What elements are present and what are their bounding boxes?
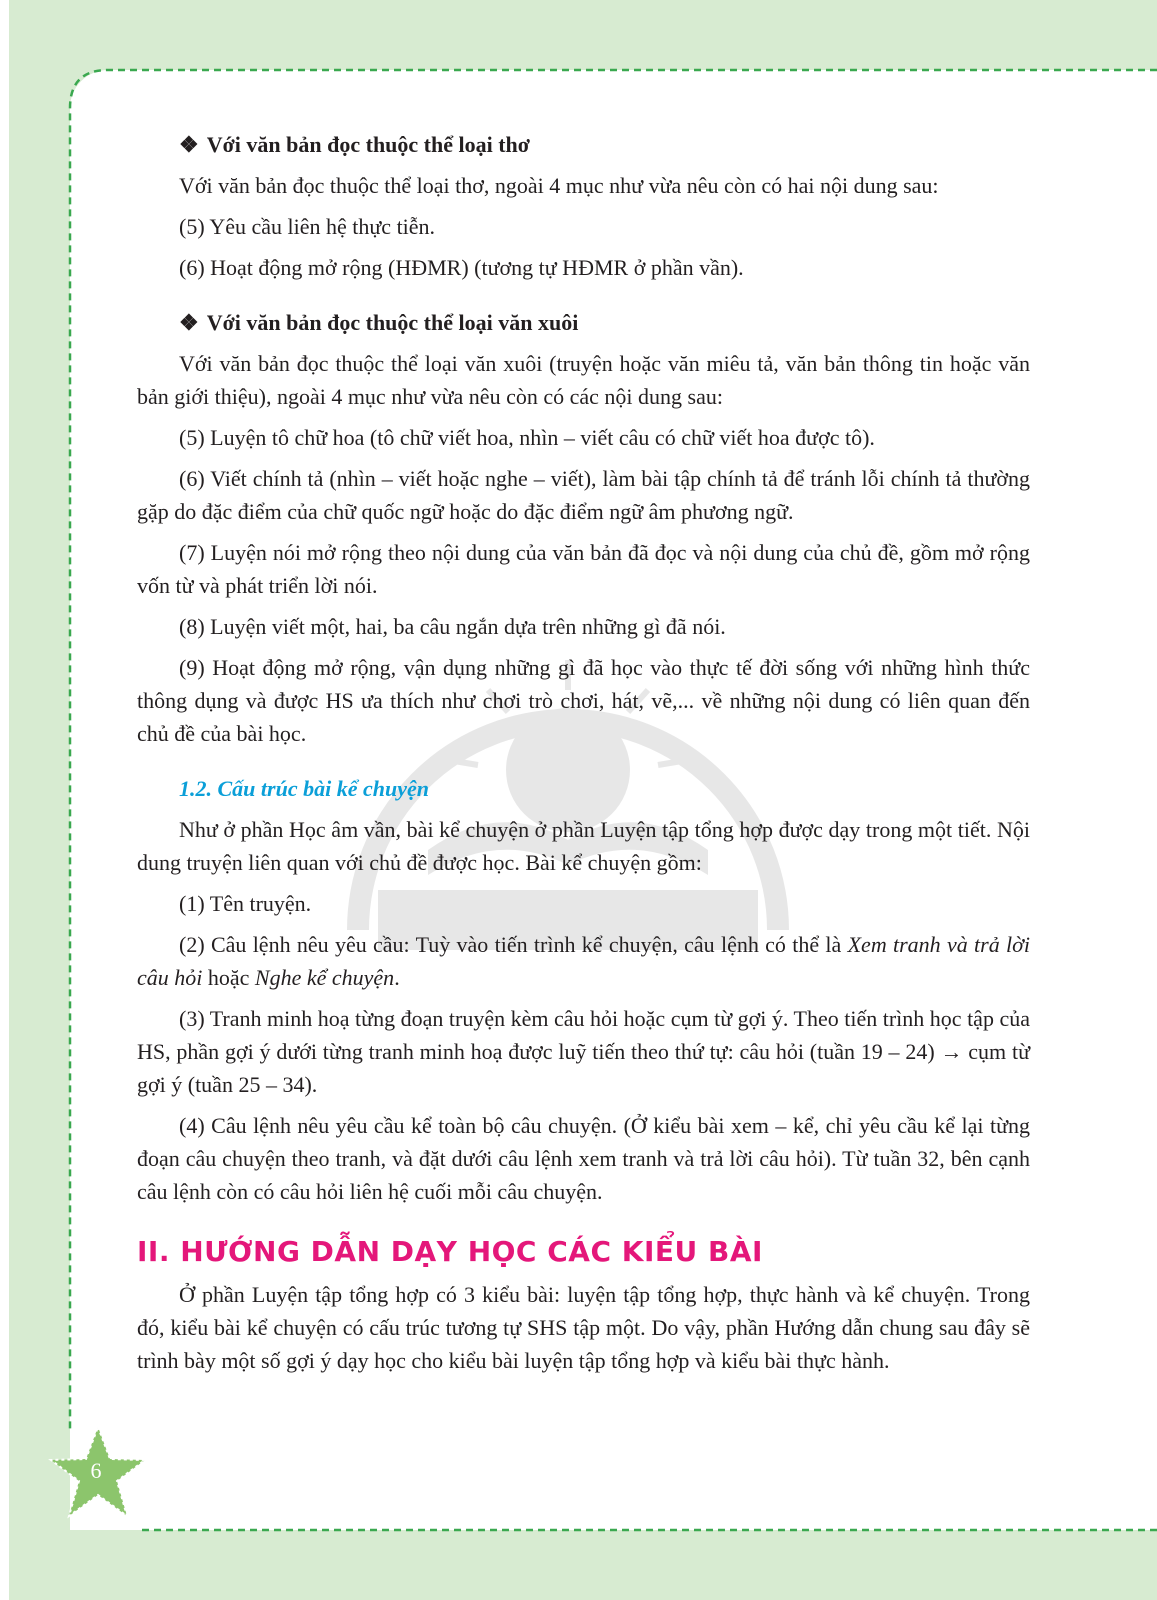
diamond-bullet-icon: ❖ [179,310,199,335]
prose-item: (8) Luyện viết một, hai, ba câu ngắn dựa trên những gì đã nói. [179,614,726,639]
italic-phrase: Nghe kể chuyện [254,965,395,990]
section-1-2-heading: 1.2. Cấu trúc bài kể chuyện [179,776,429,801]
section-II-heading: II. HƯỚNG DẪN DẠY HỌC CÁC KIỂU BÀI [137,1235,763,1268]
prose-intro: Với văn bản đọc thuộc thể loại văn xuôi (truyện hoặc văn miêu tả, văn bản thông tin hoặc văn bản giới thiệu), ngoài 4 mục như vừa nêu còn có các nội dung sau: [137,351,1030,409]
poetry-item: (5) Yêu cầu liên hệ thực tiễn. [179,214,436,239]
left-margin-strip [0,0,9,1600]
prose-item: (9) Hoạt động mở rộng, vận dụng những gì đã học vào thực tế đời sống với những hình thức thông dụng và được HS ưa thích như chơi trò chơi, hát, vẽ,... về những nội dung có liên quan đến chủ đề của bài học. [137,655,1030,746]
prose-heading: ❖ Với văn bản đọc thuộc thể loại văn xuôi [179,310,579,335]
section-1-2-intro: Như ở phần Học âm vần, bài kể chuyện ở phần Luyện tập tổng hợp được dạy trong một tiết. Nội dung truyện liên quan với chủ đề được học. Bài kể chuyện gồm: [137,817,1030,875]
page-number: 6 [90,1458,102,1483]
story-item-2: (2) Câu lệnh nêu yêu cầu: Tuỳ vào tiến trình kể chuyện, câu lệnh có thể là Xem tranh và trả lời câu hỏi hoặc Nghe kể chuyện. [137,932,1030,990]
poetry-heading: ❖ Với văn bản đọc thuộc thể loại thơ [179,132,530,157]
italic-phrase: Xem tranh và trả lời câu hỏi [137,932,1030,990]
story-item-4: (4) Câu lệnh nêu yêu cầu kể toàn bộ câu chuyện. (Ở kiểu bài xem – kể, chỉ yêu cầu kể lại từng đoạn câu chuyện theo tranh, và đặt dưới câu lệnh xem tranh và trả lời câu hỏi). Từ tuần 32, bên cạnh câu lệnh còn có câu hỏi liên hệ cuối mỗi câu chuyện. [137,1113,1030,1204]
diamond-bullet-icon: ❖ [179,132,199,157]
story-item-3: (3) Tranh minh hoạ từng đoạn truyện kèm câu hỏi hoặc cụm từ gợi ý. Theo tiến trình học tập của HS, phần gợi ý dưới từng tranh minh hoạ được luỹ tiến theo thứ tự: câu hỏi (tuần 19 – 24) → cụm từ gợi ý (tuần 25 – 34). [137,1006,1030,1097]
poetry-intro: Với văn bản đọc thuộc thể loại thơ, ngoài 4 mục như vừa nêu còn có hai nội dung sau: [179,173,939,198]
prose-item: (6) Viết chính tả (nhìn – viết hoặc nghe – viết), làm bài tập chính tả để tránh lỗi chính tả thường gặp do đặc điểm của chữ quốc ngữ hoặc do đặc điểm ngữ âm phương ngữ. [137,466,1030,524]
poetry-item: (6) Hoạt động mở rộng (HĐMR) (tương tự HĐMR ở phần vần). [179,255,744,280]
section-II-body: Ở phần Luyện tập tổng hợp có 3 kiểu bài: luyện tập tổng hợp, thực hành và kể chuyện. Trong đó, kiểu bài kể chuyện có cấu trúc tương tự SHS tập một. Do vậy, phần Hướng dẫn chung sau đây sẽ trình bày một số gợi ý dạy học cho kiểu bài luyện tập tổng hợp và kiểu bài thực hành. [137,1282,1030,1373]
prose-item: (7) Luyện nói mở rộng theo nội dung của văn bản đã đọc và nội dung của chủ đề, gồm mở rộng vốn từ và phát triển lời nói. [137,540,1030,598]
story-item-1: (1) Tên truyện. [179,891,312,916]
page-content [137,128,1030,1385]
prose-item: (5) Luyện tô chữ hoa (tô chữ viết hoa, nhìn – viết câu có chữ viết hoa được tô). [179,425,875,450]
